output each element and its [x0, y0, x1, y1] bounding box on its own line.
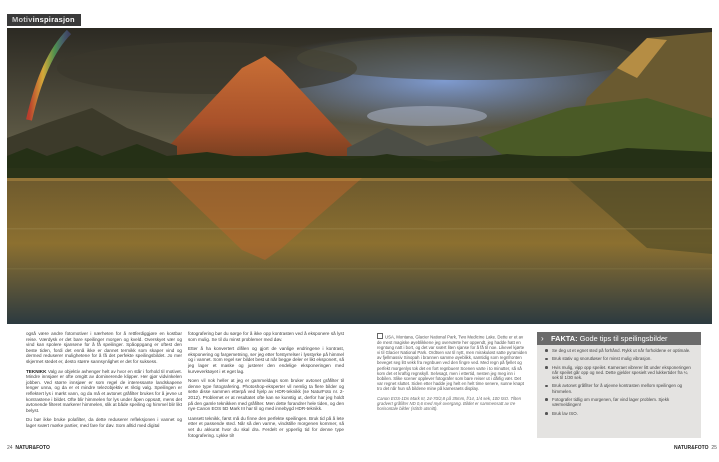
fakta-item: [545, 397, 695, 408]
body-paragraph: også være andre fotomotiver i nærheten for å rettferdiggjøre en kostbar reise. Værdysk er det bare speilinger morgen og kveld. Overskyet vær og vind kan spolere sjansene for å få speilinger. Spåoppgang er oftest den beste tiden, fordi det ennå ikke er dannet termikk som skaper vind og dermed reduserer mulighetene for å få det perfekte speilingsbildet. Jo mer skjermet stedet er, desto større sannsynlighet er det for suksess.: [26, 331, 182, 364]
fakta-list: [537, 348, 701, 416]
footer-left: [7, 445, 50, 451]
fakta-item-text: Hvis mulig, vipp opp speilet. Kameraet vibrerer litt under eksponeringen når speilet går opp og ned. Dette gjelder spesielt ved lukkertider fra ¼ sek til 1/30 sek.: [552, 364, 691, 381]
landscape-photo-illustration: [7, 28, 712, 324]
bullet-icon: [545, 358, 548, 361]
caption-tech-details: Canon EOS-1Ds Mark III, 24-70/2,8 på 35mm, f/14, 1/4 sek, 100 ISO. Tilten gradvert gråfilter ND 0,6 med myk overgang. Bildet er sammensatt av tre horisontale bilder (stitch utsnitt).: [377, 395, 521, 412]
footer-right: [674, 445, 717, 451]
fakta-item-text: Se deg ut et egnet sted på forhånd. Rykk ut når forholdene er optimale.: [552, 348, 691, 353]
fakta-item: [545, 411, 695, 416]
photo-caption: [377, 333, 527, 415]
fakta-box: [537, 332, 701, 438]
body-column-left: [26, 331, 182, 433]
body-paragraph: Uansett teknikk, først må du finne den perfekte speilingen. Bruk tid på å lete etter et passende sted. Når så den varme, vindstille morgenen kommer, så vet du akkurat hvor du skal dra. Ferdelt er ypperlig tid for denne type fotografering. Lykke til!: [188, 415, 344, 438]
bullet-icon: [545, 398, 548, 401]
teknikk-text: Valg av objektiv avhenger helt av hvor en står i forhold til motivet. Mindre innsjøer er ofte omgitt av dominerende klipper. Her gjør vidvinkelen jobben. Ved større innsjøer er som regel de interessante landskapene lenger unna, og da er et mindre telezobjektiv et riktig valg. Speilingen er reflektert lys i mørkt vann, og da må et avtonet gråfilter brukes for å jevne ut kontrastene i bildet. Ofte blir himmelen for lys under åpen oppsatt, mens det avtonende filteret markerer himmelen, slik at både speiling og himmel blir likt belyst.: [26, 368, 182, 413]
bullet-icon: [545, 349, 548, 352]
landscape-photo: [7, 28, 712, 324]
magazine-name-right: NATUR&FOTO: [674, 445, 709, 451]
fakta-item: [545, 348, 695, 353]
magazine-name-left: NATUR&FOTO: [15, 445, 50, 451]
section-tag: [7, 14, 81, 26]
body-column-middle: [188, 331, 344, 442]
bullet-icon: [545, 412, 548, 415]
section-tag-rest: inspirasjon: [32, 15, 75, 24]
caption-marker-icon: [377, 333, 383, 339]
fakta-item-text: Bruk stativ og snorutløser for minst mulig vibrasjon.: [552, 356, 652, 362]
fakta-item: [545, 356, 695, 361]
teknikk-heading: TEKNIKK: [26, 368, 47, 374]
page-number-right: 25: [711, 445, 717, 451]
fakta-header: [537, 332, 701, 345]
fakta-item: [545, 365, 695, 381]
chevron-right-icon: ›: [541, 334, 544, 343]
body-paragraph: Noen vil nok heller at jeg er gammeldags som bruker avtonet gråfilter til denne type fotografering. Photoshop-eksperter vil nemlig ta flere bilder og sette disse sammen etterpå ved hjelp av HDR-teknikk (se NaturFoto nr. 2-2012). Problemet er at resultatet ofte kan se kunstig ut, derfor har jeg holdt på den gamle teknikken med gråfilter. Men dette forandrer hele tiden, og den nye Canon EOS 5D Mark III har til og med innebygd HDR-teknikk.: [188, 378, 344, 412]
caption-text-wrap: [377, 333, 527, 392]
body-paragraph: Etter å ha konvertert difilen og gjort de vanlige endringene i kontrast, eksponering og fargemetning, ser jeg etter forstyrrelser i lysstyrke på himmel og i vannet. Som regel ser bildet best ut når begge deler er likt eksponert, så jeg lager et maske og justerer den endelige eksponeringen med kurveverktøyet i et eget lag.: [188, 346, 344, 374]
fakta-item-text: Bruk avtonet gråfilter for å utjevne kontrasten mellom speilingen og himmelen.: [552, 383, 683, 394]
fakta-title: Gode tips til speilingsbilder: [577, 334, 668, 343]
fakta-label: FAKTA:: [551, 334, 578, 343]
bullet-icon: [545, 385, 548, 388]
page-number-left: 24: [7, 445, 13, 451]
bullet-icon: [545, 366, 548, 369]
fakta-item-text: Fotografer tidlig om morgenen, før vind lager problem. Sjekk værmeldingen!: [552, 397, 670, 408]
body-paragraph: fotografering bør du sørge for å ikke opp kontrasten ved å eksponere så lyst som mulig. Se til du minst problemer med døv.: [188, 331, 344, 342]
caption-text: USA, Montana, Glacier National Park, Two Medicine Lake. Dette er et av de mest magiske øyeblikkene jeg overværte her oppendt, jeg hadde hatt en regntung natt i bort, og det var svært liten sjanse for å få til noe. Likevel kjørte vi til Glacier National Park. Ordtsen var til nytt, men mirakuløst satte pyramiden av fjellmassiv Sinopah i brannen samme øyeblikk, samtidig som regnfronten beveget seg litt vekk fra regnbuen ved den fingre ved. Med regn på fjellet og perfekt morgenlys tok det en fort regnbuen! Scenen varte i to minutter, så så kom det et kraftig regnskyll. Selvsagt, men i ettertid, nesten jeg meg inn i bobilen. Slike scener opplever fotografer som bare reiser ut i dårlig vær. Det var regnet sluttet. Siden etter hadde jeg helt en helt time senere, sunne knapt tro det når hun så bildene mine på kameraets display.: [377, 334, 527, 392]
fakta-item: [545, 383, 695, 394]
section-tag-accent: Motiv: [12, 15, 33, 24]
fakta-item-text: Bruk lav ISO.: [552, 410, 578, 416]
body-paragraph: Du bør ikke bruke polafilter, da dette reduserer refleksjonen i vannet og lager svært mørke partier, med fare for døv. Som alltid med digital: [26, 417, 182, 428]
body-paragraph-teknikk: [26, 369, 182, 414]
